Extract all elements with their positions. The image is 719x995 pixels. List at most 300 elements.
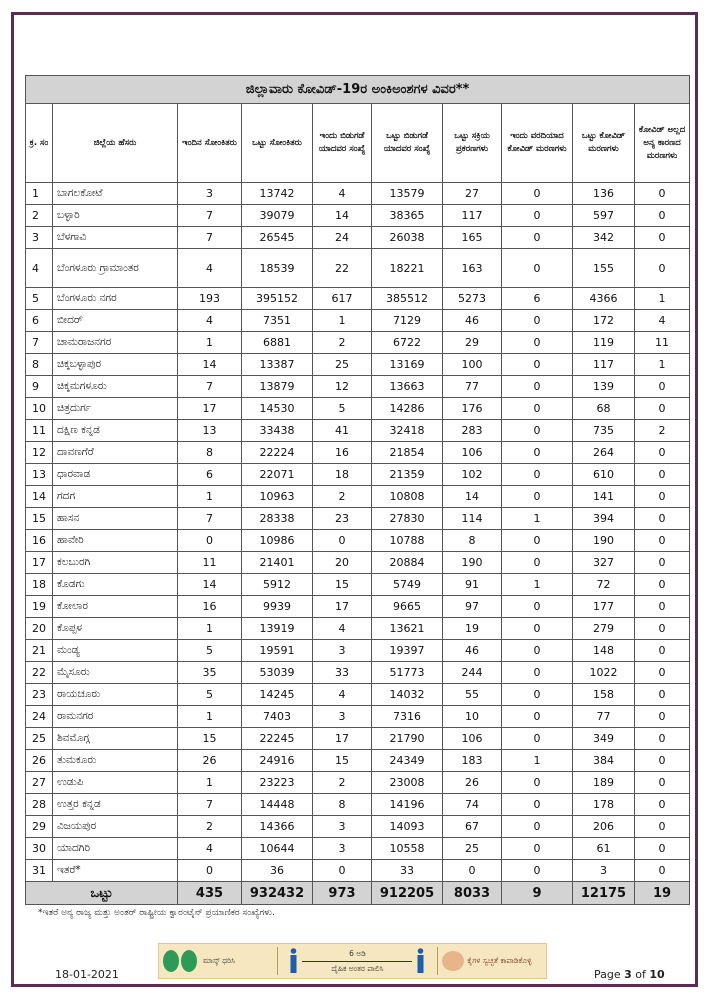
table-cell: 0 bbox=[502, 794, 573, 816]
table-cell: 117 bbox=[443, 205, 502, 227]
table-row bbox=[26, 838, 690, 860]
table-cell: 38365 bbox=[372, 205, 443, 227]
table-cell: 0 bbox=[635, 376, 690, 398]
table-cell: 395152 bbox=[242, 288, 313, 310]
table-cell: 163 bbox=[443, 249, 502, 288]
table-cell: 342 bbox=[573, 227, 635, 249]
table-cell: 14032 bbox=[372, 684, 443, 706]
serial-number: 25 bbox=[26, 728, 53, 750]
table-cell: 27 bbox=[443, 183, 502, 205]
table-cell: 0 bbox=[635, 772, 690, 794]
table-cell: 13579 bbox=[372, 183, 443, 205]
table-cell: 14 bbox=[178, 574, 242, 596]
district-name: ಹಾಸನ bbox=[53, 508, 178, 530]
table-cell: 29 bbox=[443, 332, 502, 354]
table-cell: 0 bbox=[502, 838, 573, 860]
table-cell: 13742 bbox=[242, 183, 313, 205]
table-cell: 0 bbox=[502, 398, 573, 420]
district-name: ದಕ್ಷಿಣ ಕನ್ನಡ bbox=[53, 420, 178, 442]
table-cell: 0 bbox=[502, 596, 573, 618]
serial-number: 4 bbox=[26, 249, 53, 288]
table-cell: 0 bbox=[313, 860, 372, 882]
serial-number: 3 bbox=[26, 227, 53, 249]
table-cell: 13 bbox=[178, 420, 242, 442]
table-row bbox=[26, 530, 690, 552]
table-cell: 3 bbox=[313, 706, 372, 728]
total-cell: 912205 bbox=[372, 882, 443, 905]
table-cell: 117 bbox=[573, 354, 635, 376]
column-header: ಇಂದು ಬಿಡುಗಡೆ ಯಾದವರ ಸಂಖ್ಯೆ bbox=[313, 104, 372, 183]
table-cell: 3 bbox=[313, 640, 372, 662]
person-icon bbox=[289, 948, 298, 974]
table-cell: 17 bbox=[313, 728, 372, 750]
table-cell: 24916 bbox=[242, 750, 313, 772]
table-cell: 0 bbox=[502, 249, 573, 288]
table-cell: 5749 bbox=[372, 574, 443, 596]
table-cell: 190 bbox=[573, 530, 635, 552]
distance-text: 6 ಅಡಿ bbox=[349, 948, 366, 958]
serial-number: 17 bbox=[26, 552, 53, 574]
serial-number: 12 bbox=[26, 442, 53, 464]
table-cell: 7 bbox=[178, 227, 242, 249]
table-cell: 14093 bbox=[372, 816, 443, 838]
column-header: ಒಟ್ಟು ಸಕ್ರಿಯ ಪ್ರಕರಣಗಳು bbox=[443, 104, 502, 183]
table-cell: 21359 bbox=[372, 464, 443, 486]
table-cell: 0 bbox=[443, 860, 502, 882]
table-row bbox=[26, 398, 690, 420]
table-cell: 349 bbox=[573, 728, 635, 750]
table-cell: 5 bbox=[313, 398, 372, 420]
table-cell: 23008 bbox=[372, 772, 443, 794]
table-cell: 18 bbox=[313, 464, 372, 486]
table-cell: 4 bbox=[178, 838, 242, 860]
total-cell: 973 bbox=[313, 882, 372, 905]
table-cell: 165 bbox=[443, 227, 502, 249]
table-row bbox=[26, 574, 690, 596]
table-row bbox=[26, 332, 690, 354]
table-cell: 21854 bbox=[372, 442, 443, 464]
table-row bbox=[26, 508, 690, 530]
table-cell: 13919 bbox=[242, 618, 313, 640]
serial-number: 23 bbox=[26, 684, 53, 706]
table-cell: 4 bbox=[313, 618, 372, 640]
table-cell: 13387 bbox=[242, 354, 313, 376]
hands-text: ಕೈಗಳ ಸ್ವಚ್ಛತೆ ಕಾಪಾಡಿಕೊಳ್ಳಿ bbox=[467, 956, 532, 965]
table-cell: 0 bbox=[502, 772, 573, 794]
district-name: ಕೊಪ್ಪಳ bbox=[53, 618, 178, 640]
district-name: ಬಾಗಲಕೋಟೆ bbox=[53, 183, 178, 205]
table-cell: 4366 bbox=[573, 288, 635, 310]
district-name: ಧಾರವಾಡ bbox=[53, 464, 178, 486]
serial-number: 27 bbox=[26, 772, 53, 794]
table-cell: 21790 bbox=[372, 728, 443, 750]
serial-number: 8 bbox=[26, 354, 53, 376]
table-cell: 10808 bbox=[372, 486, 443, 508]
table-cell: 0 bbox=[502, 662, 573, 684]
table-cell: 10558 bbox=[372, 838, 443, 860]
table-cell: 0 bbox=[635, 205, 690, 227]
table-cell: 264 bbox=[573, 442, 635, 464]
table-cell: 136 bbox=[573, 183, 635, 205]
table-cell: 9665 bbox=[372, 596, 443, 618]
district-name: ಬಳ್ಳಾರಿ bbox=[53, 205, 178, 227]
table-cell: 172 bbox=[573, 310, 635, 332]
table-cell: 67 bbox=[443, 816, 502, 838]
serial-number: 13 bbox=[26, 464, 53, 486]
table-cell: 3 bbox=[313, 838, 372, 860]
table-cell: 14196 bbox=[372, 794, 443, 816]
district-name: ಬೆಂಗಳೂರು ಗ್ರಾಮಾಂತರ bbox=[53, 249, 178, 288]
table-cell: 12 bbox=[313, 376, 372, 398]
table-cell: 0 bbox=[635, 640, 690, 662]
table-cell: 0 bbox=[502, 728, 573, 750]
total-label: ಒಟ್ಟು bbox=[26, 882, 178, 905]
table-cell: 0 bbox=[635, 838, 690, 860]
table-cell: 10986 bbox=[242, 530, 313, 552]
table-cell: 102 bbox=[443, 464, 502, 486]
table-cell: 177 bbox=[573, 596, 635, 618]
table-body bbox=[26, 183, 690, 882]
table-cell: 11 bbox=[178, 552, 242, 574]
table-cell: 0 bbox=[502, 354, 573, 376]
table-cell: 0 bbox=[502, 486, 573, 508]
serial-number: 30 bbox=[26, 838, 53, 860]
table-cell: 0 bbox=[313, 530, 372, 552]
table-cell: 0 bbox=[502, 706, 573, 728]
table-cell: 0 bbox=[635, 662, 690, 684]
table-row bbox=[26, 288, 690, 310]
table-cell: 0 bbox=[502, 183, 573, 205]
table-cell: 19397 bbox=[372, 640, 443, 662]
table-row bbox=[26, 183, 690, 205]
table-cell: 0 bbox=[635, 530, 690, 552]
table-cell: 2 bbox=[313, 772, 372, 794]
table-cell: 15 bbox=[313, 750, 372, 772]
table-row bbox=[26, 596, 690, 618]
table-cell: 4 bbox=[313, 684, 372, 706]
district-name: ಮೈಸೂರು bbox=[53, 662, 178, 684]
table-cell: 20 bbox=[313, 552, 372, 574]
table-cell: 26545 bbox=[242, 227, 313, 249]
serial-number: 1 bbox=[26, 183, 53, 205]
table-row bbox=[26, 420, 690, 442]
district-name: ರಾಯಚೂರು bbox=[53, 684, 178, 706]
district-name: ಕೊಡಗು bbox=[53, 574, 178, 596]
table-cell: 14530 bbox=[242, 398, 313, 420]
table-cell: 8 bbox=[178, 442, 242, 464]
column-header: ಕೋವಿಡ್ ಅಲ್ಲದ ಅನ್ಯ ಕಾರಣದ ಮರಣಗಳು bbox=[635, 104, 690, 183]
table-cell: 3 bbox=[573, 860, 635, 882]
table-cell: 7 bbox=[178, 508, 242, 530]
serial-number: 9 bbox=[26, 376, 53, 398]
table-cell: 7 bbox=[178, 205, 242, 227]
table-cell: 0 bbox=[502, 227, 573, 249]
table-cell: 1 bbox=[635, 354, 690, 376]
table-cell: 190 bbox=[443, 552, 502, 574]
table-row bbox=[26, 205, 690, 227]
serial-number: 15 bbox=[26, 508, 53, 530]
table-cell: 25 bbox=[313, 354, 372, 376]
table-cell: 0 bbox=[502, 310, 573, 332]
table-cell: 91 bbox=[443, 574, 502, 596]
table-cell: 155 bbox=[573, 249, 635, 288]
total-cell: 435 bbox=[178, 882, 242, 905]
table-cell: 283 bbox=[443, 420, 502, 442]
table-cell: 0 bbox=[635, 750, 690, 772]
district-name: ದಾವಣಗೆರೆ bbox=[53, 442, 178, 464]
district-name: ಬೆಳಗಾವಿ bbox=[53, 227, 178, 249]
district-name: ರಾಮನಗರ bbox=[53, 706, 178, 728]
table-cell: 2 bbox=[635, 420, 690, 442]
table-cell: 0 bbox=[502, 684, 573, 706]
table-cell: 15 bbox=[313, 574, 372, 596]
table-cell: 10644 bbox=[242, 838, 313, 860]
table-cell: 33 bbox=[372, 860, 443, 882]
table-cell: 0 bbox=[502, 420, 573, 442]
district-name: ಕಲಬುರಗಿ bbox=[53, 552, 178, 574]
table-cell: 244 bbox=[443, 662, 502, 684]
table-row bbox=[26, 684, 690, 706]
table-cell: 4 bbox=[178, 310, 242, 332]
table-cell: 100 bbox=[443, 354, 502, 376]
table-cell: 384 bbox=[573, 750, 635, 772]
table-cell: 106 bbox=[443, 728, 502, 750]
total-cell: 8033 bbox=[443, 882, 502, 905]
table-cell: 51773 bbox=[372, 662, 443, 684]
table-cell: 1 bbox=[502, 750, 573, 772]
table-cell: 0 bbox=[178, 860, 242, 882]
mask-face-icon bbox=[181, 950, 197, 972]
table-cell: 7351 bbox=[242, 310, 313, 332]
table-cell: 141 bbox=[573, 486, 635, 508]
table-cell: 106 bbox=[443, 442, 502, 464]
hand-wash-icon bbox=[442, 951, 464, 971]
table-cell: 0 bbox=[502, 332, 573, 354]
table-cell: 5273 bbox=[443, 288, 502, 310]
table-cell: 4 bbox=[178, 249, 242, 288]
table-cell: 22245 bbox=[242, 728, 313, 750]
table-cell: 4 bbox=[313, 183, 372, 205]
table-cell: 1 bbox=[178, 706, 242, 728]
table-cell: 178 bbox=[573, 794, 635, 816]
table-cell: 0 bbox=[502, 618, 573, 640]
table-cell: 39079 bbox=[242, 205, 313, 227]
district-name: ಬೀದರ್ bbox=[53, 310, 178, 332]
table-cell: 189 bbox=[573, 772, 635, 794]
table-cell: 68 bbox=[573, 398, 635, 420]
table-cell: 1022 bbox=[573, 662, 635, 684]
table-cell: 0 bbox=[635, 486, 690, 508]
serial-number: 19 bbox=[26, 596, 53, 618]
table-cell: 1 bbox=[178, 772, 242, 794]
table-row bbox=[26, 706, 690, 728]
serial-number: 24 bbox=[26, 706, 53, 728]
table-cell: 61 bbox=[573, 838, 635, 860]
table-row bbox=[26, 794, 690, 816]
table-cell: 0 bbox=[502, 552, 573, 574]
table-cell: 385512 bbox=[372, 288, 443, 310]
table-cell: 0 bbox=[635, 794, 690, 816]
table-cell: 23 bbox=[313, 508, 372, 530]
page-number: Page 3 of 10 bbox=[594, 968, 665, 981]
serial-number: 16 bbox=[26, 530, 53, 552]
table-cell: 0 bbox=[635, 706, 690, 728]
table-cell: 6 bbox=[502, 288, 573, 310]
column-header: ಒಟ್ಟು ಕೋವಿಡ್ ಮರಣಗಳು bbox=[573, 104, 635, 183]
table-cell: 14 bbox=[178, 354, 242, 376]
column-header: ಒಟ್ಟು ಸೋಂಕಿತರು bbox=[242, 104, 313, 183]
table-cell: 10 bbox=[443, 706, 502, 728]
table-cell: 0 bbox=[635, 227, 690, 249]
safety-banner bbox=[158, 943, 547, 979]
table-cell: 206 bbox=[573, 816, 635, 838]
serial-number: 7 bbox=[26, 332, 53, 354]
table-cell: 24349 bbox=[372, 750, 443, 772]
column-header: ಕ್ರ. ಸಂ bbox=[26, 104, 53, 183]
date: 18-01-2021 bbox=[55, 968, 119, 981]
table-cell: 13879 bbox=[242, 376, 313, 398]
table-cell: 3 bbox=[313, 816, 372, 838]
total-cell: 9 bbox=[502, 882, 573, 905]
district-name: ಕೋಲಾರ bbox=[53, 596, 178, 618]
table-row bbox=[26, 552, 690, 574]
table-cell: 0 bbox=[502, 640, 573, 662]
table-cell: 0 bbox=[502, 376, 573, 398]
table-cell: 26 bbox=[443, 772, 502, 794]
table-cell: 21401 bbox=[242, 552, 313, 574]
table-cell: 16 bbox=[313, 442, 372, 464]
table-cell: 597 bbox=[573, 205, 635, 227]
table-cell: 14286 bbox=[372, 398, 443, 420]
table-cell: 327 bbox=[573, 552, 635, 574]
table-cell: 0 bbox=[502, 464, 573, 486]
district-name: ಉಡುಪಿ bbox=[53, 772, 178, 794]
table-cell: 77 bbox=[443, 376, 502, 398]
table-cell: 14366 bbox=[242, 816, 313, 838]
table-cell: 5 bbox=[178, 640, 242, 662]
table-row bbox=[26, 860, 690, 882]
table-cell: 119 bbox=[573, 332, 635, 354]
table-cell: 9939 bbox=[242, 596, 313, 618]
table-cell: 25 bbox=[443, 838, 502, 860]
table-cell: 0 bbox=[635, 574, 690, 596]
table-cell: 0 bbox=[502, 442, 573, 464]
table-cell: 0 bbox=[635, 508, 690, 530]
district-name: ಯಾದಗಿರಿ bbox=[53, 838, 178, 860]
district-name: ಇತರೆ* bbox=[53, 860, 178, 882]
distancing-text: ದೈಹಿಕ ಅಂತರ ಪಾಲಿಸಿ bbox=[331, 963, 384, 973]
table-cell: 26 bbox=[178, 750, 242, 772]
table-cell: 0 bbox=[502, 205, 573, 227]
table-cell: 114 bbox=[443, 508, 502, 530]
table-cell: 55 bbox=[443, 684, 502, 706]
total-cell: 932432 bbox=[242, 882, 313, 905]
table-cell: 19591 bbox=[242, 640, 313, 662]
table-cell: 617 bbox=[313, 288, 372, 310]
table-row bbox=[26, 442, 690, 464]
serial-number: 20 bbox=[26, 618, 53, 640]
district-name: ಚಿತ್ರದುರ್ಗ bbox=[53, 398, 178, 420]
table-cell: 0 bbox=[635, 398, 690, 420]
serial-number: 22 bbox=[26, 662, 53, 684]
district-name: ಮಂಡ್ಯ bbox=[53, 640, 178, 662]
table-cell: 4 bbox=[635, 310, 690, 332]
table-cell: 1 bbox=[635, 288, 690, 310]
table-cell: 33438 bbox=[242, 420, 313, 442]
serial-number: 10 bbox=[26, 398, 53, 420]
district-name: ವಿಜಯಪುರ bbox=[53, 816, 178, 838]
table-row bbox=[26, 640, 690, 662]
serial-number: 5 bbox=[26, 288, 53, 310]
serial-number: 11 bbox=[26, 420, 53, 442]
table-cell: 32418 bbox=[372, 420, 443, 442]
mask-text: ಮಾಸ್ಕ್ ಧರಿಸಿ bbox=[202, 956, 236, 965]
table-cell: 77 bbox=[573, 706, 635, 728]
table-cell: 0 bbox=[635, 183, 690, 205]
table-cell: 11 bbox=[635, 332, 690, 354]
table-cell: 13621 bbox=[372, 618, 443, 640]
table-cell: 22071 bbox=[242, 464, 313, 486]
district-name: ಹಾವೇರಿ bbox=[53, 530, 178, 552]
column-header: ಇಂದಿನ ಸೋಂಕಿತರು bbox=[178, 104, 242, 183]
table-cell: 41 bbox=[313, 420, 372, 442]
total-row bbox=[26, 882, 690, 905]
table-cell: 74 bbox=[443, 794, 502, 816]
district-name: ಗದಗ bbox=[53, 486, 178, 508]
table-cell: 183 bbox=[443, 750, 502, 772]
table-cell: 28338 bbox=[242, 508, 313, 530]
table-cell: 0 bbox=[635, 442, 690, 464]
footnote: *ಇತರೆ ಅನ್ಯ ರಾಜ್ಯ ಮತ್ತು ಅಂತರ್ ರಾಷ್ಟ್ರೀಯ ಕ್ವಾರಂಟೈನ್ ಪ್ರಯಾಣಿಕರ ಸಂಖ್ಯೆಗಳು. bbox=[38, 908, 275, 918]
table-cell: 17 bbox=[313, 596, 372, 618]
table-cell: 18221 bbox=[372, 249, 443, 288]
header-row bbox=[26, 104, 690, 183]
table-cell: 19 bbox=[443, 618, 502, 640]
table-cell: 2 bbox=[313, 486, 372, 508]
table-cell: 46 bbox=[443, 310, 502, 332]
table-row bbox=[26, 227, 690, 249]
table-row bbox=[26, 750, 690, 772]
table-cell: 610 bbox=[573, 464, 635, 486]
table-cell: 7 bbox=[178, 376, 242, 398]
table-title: ಜಿಲ್ಲಾವಾರು ಕೋವಿಡ್-19ರ ಅಂಕಿಅಂಶಗಳ ವಿವರ** bbox=[26, 76, 690, 104]
serial-number: 14 bbox=[26, 486, 53, 508]
table-row bbox=[26, 464, 690, 486]
table-row bbox=[26, 816, 690, 838]
serial-number: 6 bbox=[26, 310, 53, 332]
table-cell: 16 bbox=[178, 596, 242, 618]
table-cell: 158 bbox=[573, 684, 635, 706]
table-cell: 2 bbox=[313, 332, 372, 354]
table-cell: 1 bbox=[178, 618, 242, 640]
table-cell: 0 bbox=[635, 596, 690, 618]
table-cell: 17 bbox=[178, 398, 242, 420]
table-cell: 10963 bbox=[242, 486, 313, 508]
table-cell: 735 bbox=[573, 420, 635, 442]
table-cell: 139 bbox=[573, 376, 635, 398]
table-cell: 33 bbox=[313, 662, 372, 684]
serial-number: 26 bbox=[26, 750, 53, 772]
table-cell: 18539 bbox=[242, 249, 313, 288]
table-cell: 22 bbox=[313, 249, 372, 288]
table-cell: 1 bbox=[502, 574, 573, 596]
table-cell: 0 bbox=[635, 618, 690, 640]
table-cell: 14245 bbox=[242, 684, 313, 706]
table-cell: 0 bbox=[502, 530, 573, 552]
table-cell: 0 bbox=[635, 552, 690, 574]
table-cell: 24 bbox=[313, 227, 372, 249]
serial-number: 2 bbox=[26, 205, 53, 227]
